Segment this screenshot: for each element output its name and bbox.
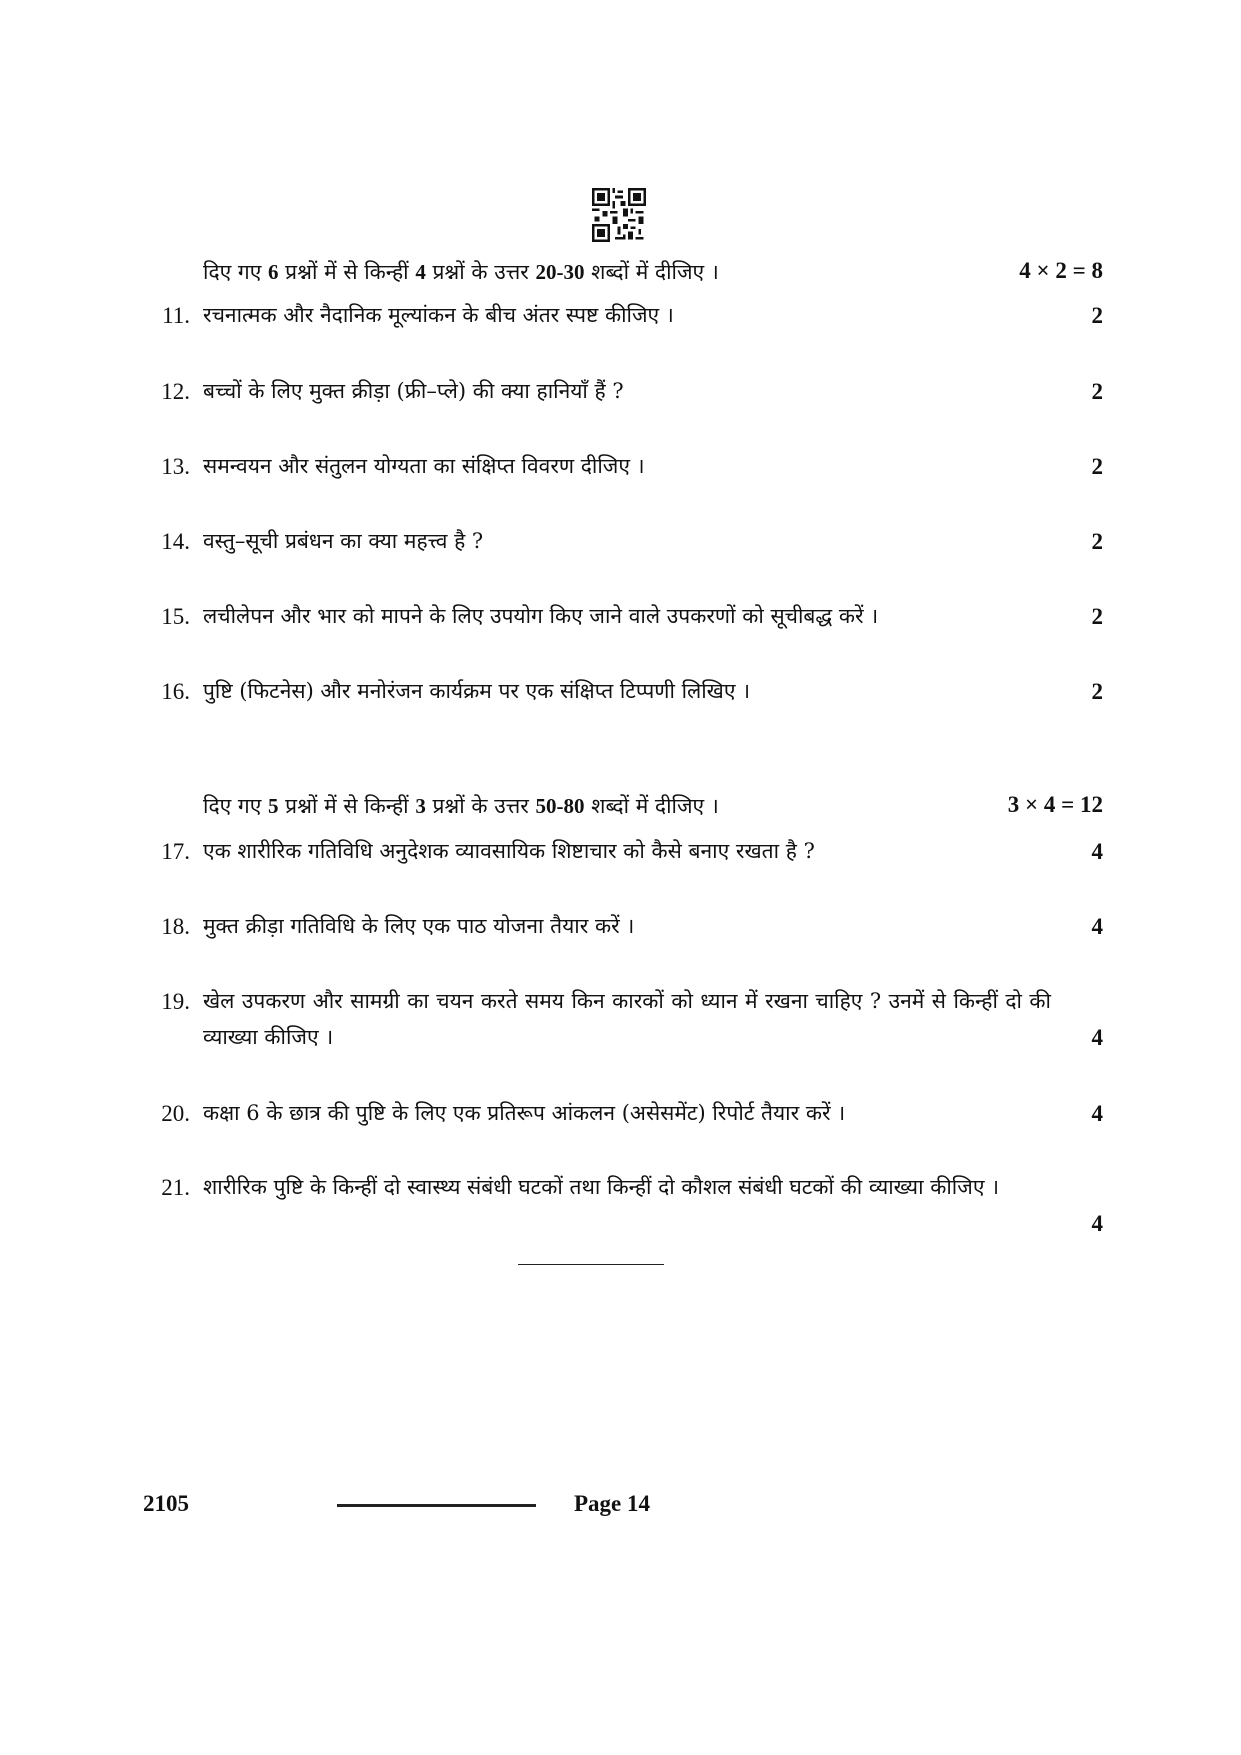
section-a-marks: 4 × 2 = 8	[1019, 258, 1103, 283]
question-text: मुक्त क्रीड़ा गतिविधि के लिए एक पाठ योजना तैयार करें ।	[203, 914, 635, 938]
question-text: लचीलेपन और भार को मापने के लिए उपयोग किए जाने वाले उपकरणों को सूचीबद्ध करें ।	[203, 604, 879, 628]
end-rule	[518, 1264, 664, 1265]
question-marks: 2	[1091, 529, 1103, 554]
question-number: 21.	[161, 1175, 190, 1200]
question-text: रचनात्मक और नैदानिक मूल्यांकन के बीच अंतर स्पष्ट कीजिए ।	[203, 303, 674, 327]
question-marks: 2	[1091, 604, 1103, 629]
question-number: 15.	[161, 604, 190, 629]
question-text: खेल उपकरण और सामग्री का चयन करते समय किन कारकों को ध्यान में रखना चाहिए ? उनमें से किन्हीं दो की व्याख्या कीजिए ।	[203, 989, 1051, 1049]
question-marks: 2	[1091, 454, 1103, 479]
question-number: 13.	[161, 454, 190, 479]
question-text: पुष्टि (फिटनेस) और मनोरंजन कार्यक्रम पर एक संक्षिप्त टिप्पणी लिखिए ।	[203, 679, 751, 703]
footer-rule	[337, 1504, 536, 1507]
question-marks: 4	[1091, 1101, 1103, 1126]
question-number: 11.	[162, 303, 190, 328]
section-b-marks: 3 × 4 = 12	[1007, 792, 1103, 817]
question-text: एक शारीरिक गतिविधि अनुदेशक व्यावसायिक शिष्टाचार को कैसे बनाए रखता है ?	[203, 839, 815, 863]
paper-code: 2105	[143, 1491, 189, 1516]
qr-code-icon	[592, 188, 646, 242]
question-marks: 4	[1091, 1211, 1103, 1236]
question-text: समन्वयन और संतुलन योग्यता का संक्षिप्त विवरण दीजिए ।	[203, 454, 645, 478]
section-b-instruction	[203, 792, 1103, 820]
question-number: 20.	[161, 1101, 190, 1126]
question-marks: 2	[1091, 303, 1103, 328]
question-text: शारीरिक पुष्टि के किन्हीं दो स्वास्थ्य संबंधी घटकों तथा किन्हीं दो कौशल संबंधी घटकों की व्याख्या कीजिए ।	[203, 1175, 1000, 1199]
question-number: 14.	[161, 529, 190, 554]
question-text: बच्चों के लिए मुक्त क्रीड़ा (फ्री–प्ले) की क्या हानियाँ हैं ?	[203, 379, 624, 403]
question-number: 17.	[161, 839, 190, 864]
instruction-text: दिए गए 5 प्रश्नों में से किन्हीं 3 प्रश्नों के उत्तर 50-80 शब्दों में दीजिए ।	[203, 794, 719, 818]
question-number: 16.	[161, 679, 190, 704]
question-marks: 4	[1091, 839, 1103, 864]
question-text: कक्षा 6 के छात्र की पुष्टि के लिए एक प्रतिरूप आंकलन (असेसमेंट) रिपोर्ट तैयार करें ।	[203, 1101, 846, 1125]
instruction-text: दिए गए 6 प्रश्नों में से किन्हीं 4 प्रश्नों के उत्तर 20-30 शब्दों में दीजिए ।	[203, 260, 719, 284]
question-number: 12.	[161, 379, 190, 404]
question-marks: 2	[1091, 679, 1103, 704]
question-text: वस्तु–सूची प्रबंधन का क्या महत्त्व है ?	[203, 529, 484, 553]
question-number: 18.	[161, 914, 190, 939]
question-marks: 2	[1091, 379, 1103, 404]
page-number: Page 14	[574, 1491, 651, 1516]
question-marks: 4	[1091, 1025, 1103, 1050]
section-a-instruction	[203, 258, 1103, 286]
question-marks: 4	[1091, 914, 1103, 939]
question-number: 19.	[161, 989, 190, 1014]
